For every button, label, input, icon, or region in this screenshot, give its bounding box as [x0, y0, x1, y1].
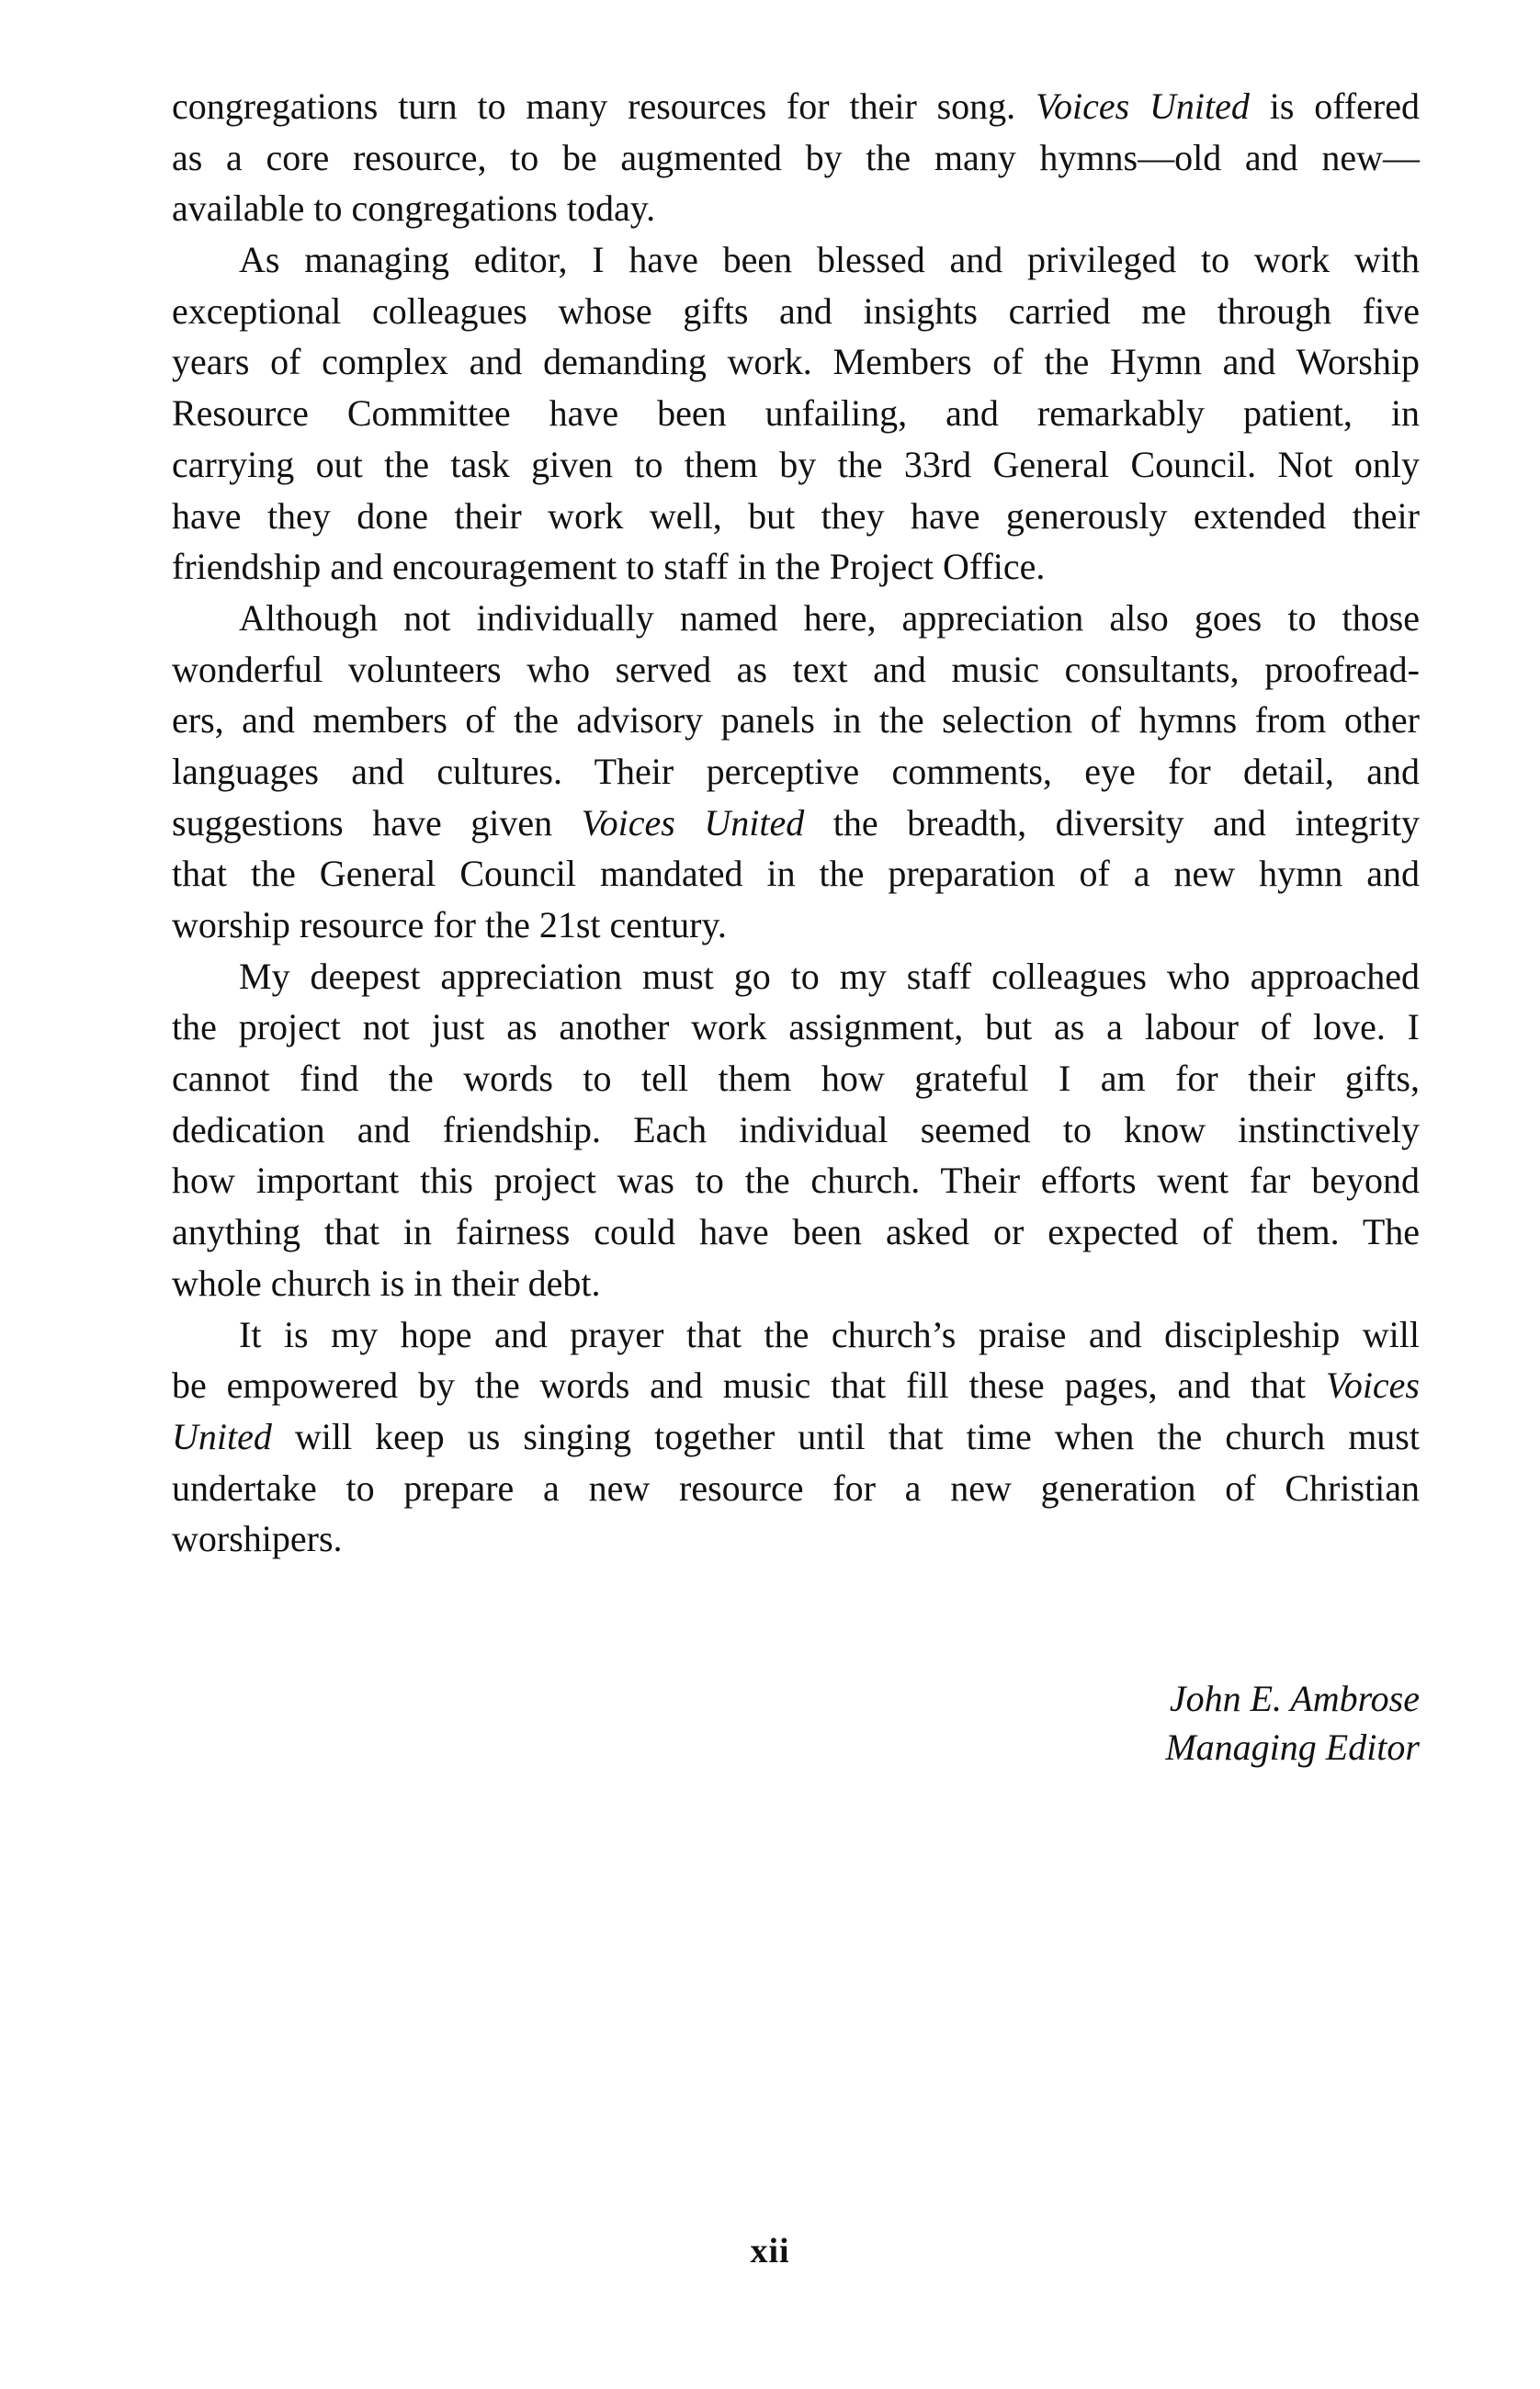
text-segment: wonderful volunteers who served as text and music consultants, proofread-: [172, 648, 1420, 690]
italic-title: Voices United: [1036, 85, 1250, 127]
text-segment: cannot find the words to tell them how grateful I am for their gifts,: [172, 1058, 1420, 1100]
text-segment: carrying out the task given to them by the 33rd General Council. Not only: [172, 443, 1420, 485]
text-line: [172, 541, 1420, 593]
text-segment: years of complex and demanding work. Members of the Hymn and Worship: [172, 341, 1420, 383]
text-segment: will keep us singing together until that time when the church must: [271, 1415, 1420, 1457]
text-line: [172, 1309, 1420, 1361]
text-line: [172, 1155, 1420, 1206]
text-segment: dedication and friendship. Each individual seemed to know instinctively: [172, 1108, 1420, 1150]
text-line: [172, 848, 1420, 900]
text-line: [172, 746, 1420, 798]
paragraph: [172, 593, 1420, 951]
text-segment: It is my hope and prayer that the church’s praise and discipleship will: [239, 1313, 1420, 1355]
text-line: [172, 1513, 1420, 1565]
text-line: [172, 1258, 1420, 1309]
text-line: [172, 644, 1420, 696]
text-segment: congregations turn to many resources for their song.: [172, 85, 1036, 127]
paragraph: [172, 234, 1420, 593]
text-line: [172, 388, 1420, 439]
text-line: [172, 1411, 1420, 1463]
text-segment: available to congregations today.: [172, 187, 656, 230]
page-number: xii: [750, 2232, 790, 2270]
text-segment: have they done their work well, but they have generously extended their: [172, 494, 1420, 537]
text-segment: languages and cultures. Their perceptive comments, eye for detail, and: [172, 750, 1420, 792]
text-line: [172, 1053, 1420, 1104]
text-line: [172, 286, 1420, 337]
text-line: [172, 183, 1420, 234]
text-line: [172, 81, 1420, 132]
text-line: [172, 132, 1420, 184]
italic-title: Voices United: [581, 801, 805, 844]
text-line: [172, 1360, 1420, 1411]
text-line: [172, 491, 1420, 542]
text-line: [172, 1206, 1420, 1258]
text-segment: ers, and members of the advisory panels in the selection of hymns from other: [172, 699, 1420, 742]
body-text: [172, 81, 1420, 1565]
text-segment: the project not just as another work assignment, but as a labour of love. I: [172, 1006, 1420, 1048]
text-segment: undertake to prepare a new resource for a new generation of Christian: [172, 1466, 1420, 1509]
italic-title: Voices: [1325, 1364, 1420, 1407]
text-line: [172, 951, 1420, 1002]
text-segment: as a core resource, to be augmented by the many hymns—old and new—: [172, 136, 1420, 178]
italic-title: United: [172, 1415, 272, 1457]
text-line: [172, 1463, 1420, 1514]
paragraph: [172, 951, 1420, 1309]
text-segment: worship resource for the 21st century.: [172, 904, 727, 945]
text-line: [172, 593, 1420, 644]
text-segment: Although not individually named here, appreciation also goes to those: [239, 596, 1420, 639]
signature-name: John E. Ambrose: [1169, 1678, 1420, 1719]
text-line: [172, 1104, 1420, 1156]
text-line: [172, 798, 1420, 849]
text-line: [172, 1002, 1420, 1053]
text-segment: be empowered by the words and music that fill these pages, and that: [172, 1364, 1326, 1407]
text-segment: friendship and encouragement to staff in the Project Office.: [172, 546, 1046, 588]
text-segment: how important this project was to the church. Their efforts went far beyond: [172, 1160, 1420, 1202]
signature-block: [1165, 1674, 1420, 1772]
text-segment: anything that in fairness could have been asked or expected of them. The: [172, 1211, 1420, 1253]
text-segment: the breadth, diversity and integrity: [804, 801, 1420, 844]
text-segment: Resource Committee have been unfailing, and remarkably patient, in: [172, 392, 1420, 435]
paragraph: [172, 1309, 1420, 1565]
text-line: [172, 336, 1420, 388]
signature-title: Managing Editor: [1165, 1727, 1420, 1768]
text-segment: My deepest appreciation must go to my staff colleagues who approached: [239, 955, 1420, 997]
text-line: [172, 695, 1420, 746]
paragraph: [172, 81, 1420, 234]
text-line: [172, 439, 1420, 491]
text-segment: suggestions have given: [172, 801, 582, 844]
text-line: [172, 234, 1420, 286]
text-segment: whole church is in their debt.: [172, 1262, 601, 1304]
text-segment: exceptional colleagues whose gifts and insights carried me through five: [172, 289, 1420, 332]
text-line: [172, 900, 1420, 951]
text-segment: that the General Council mandated in the preparation of a new hymn and: [172, 853, 1420, 895]
text-segment: As managing editor, I have been blessed and privileged to work with: [239, 239, 1420, 281]
text-segment: worshipers.: [172, 1518, 343, 1560]
text-segment: is offered: [1249, 85, 1420, 127]
